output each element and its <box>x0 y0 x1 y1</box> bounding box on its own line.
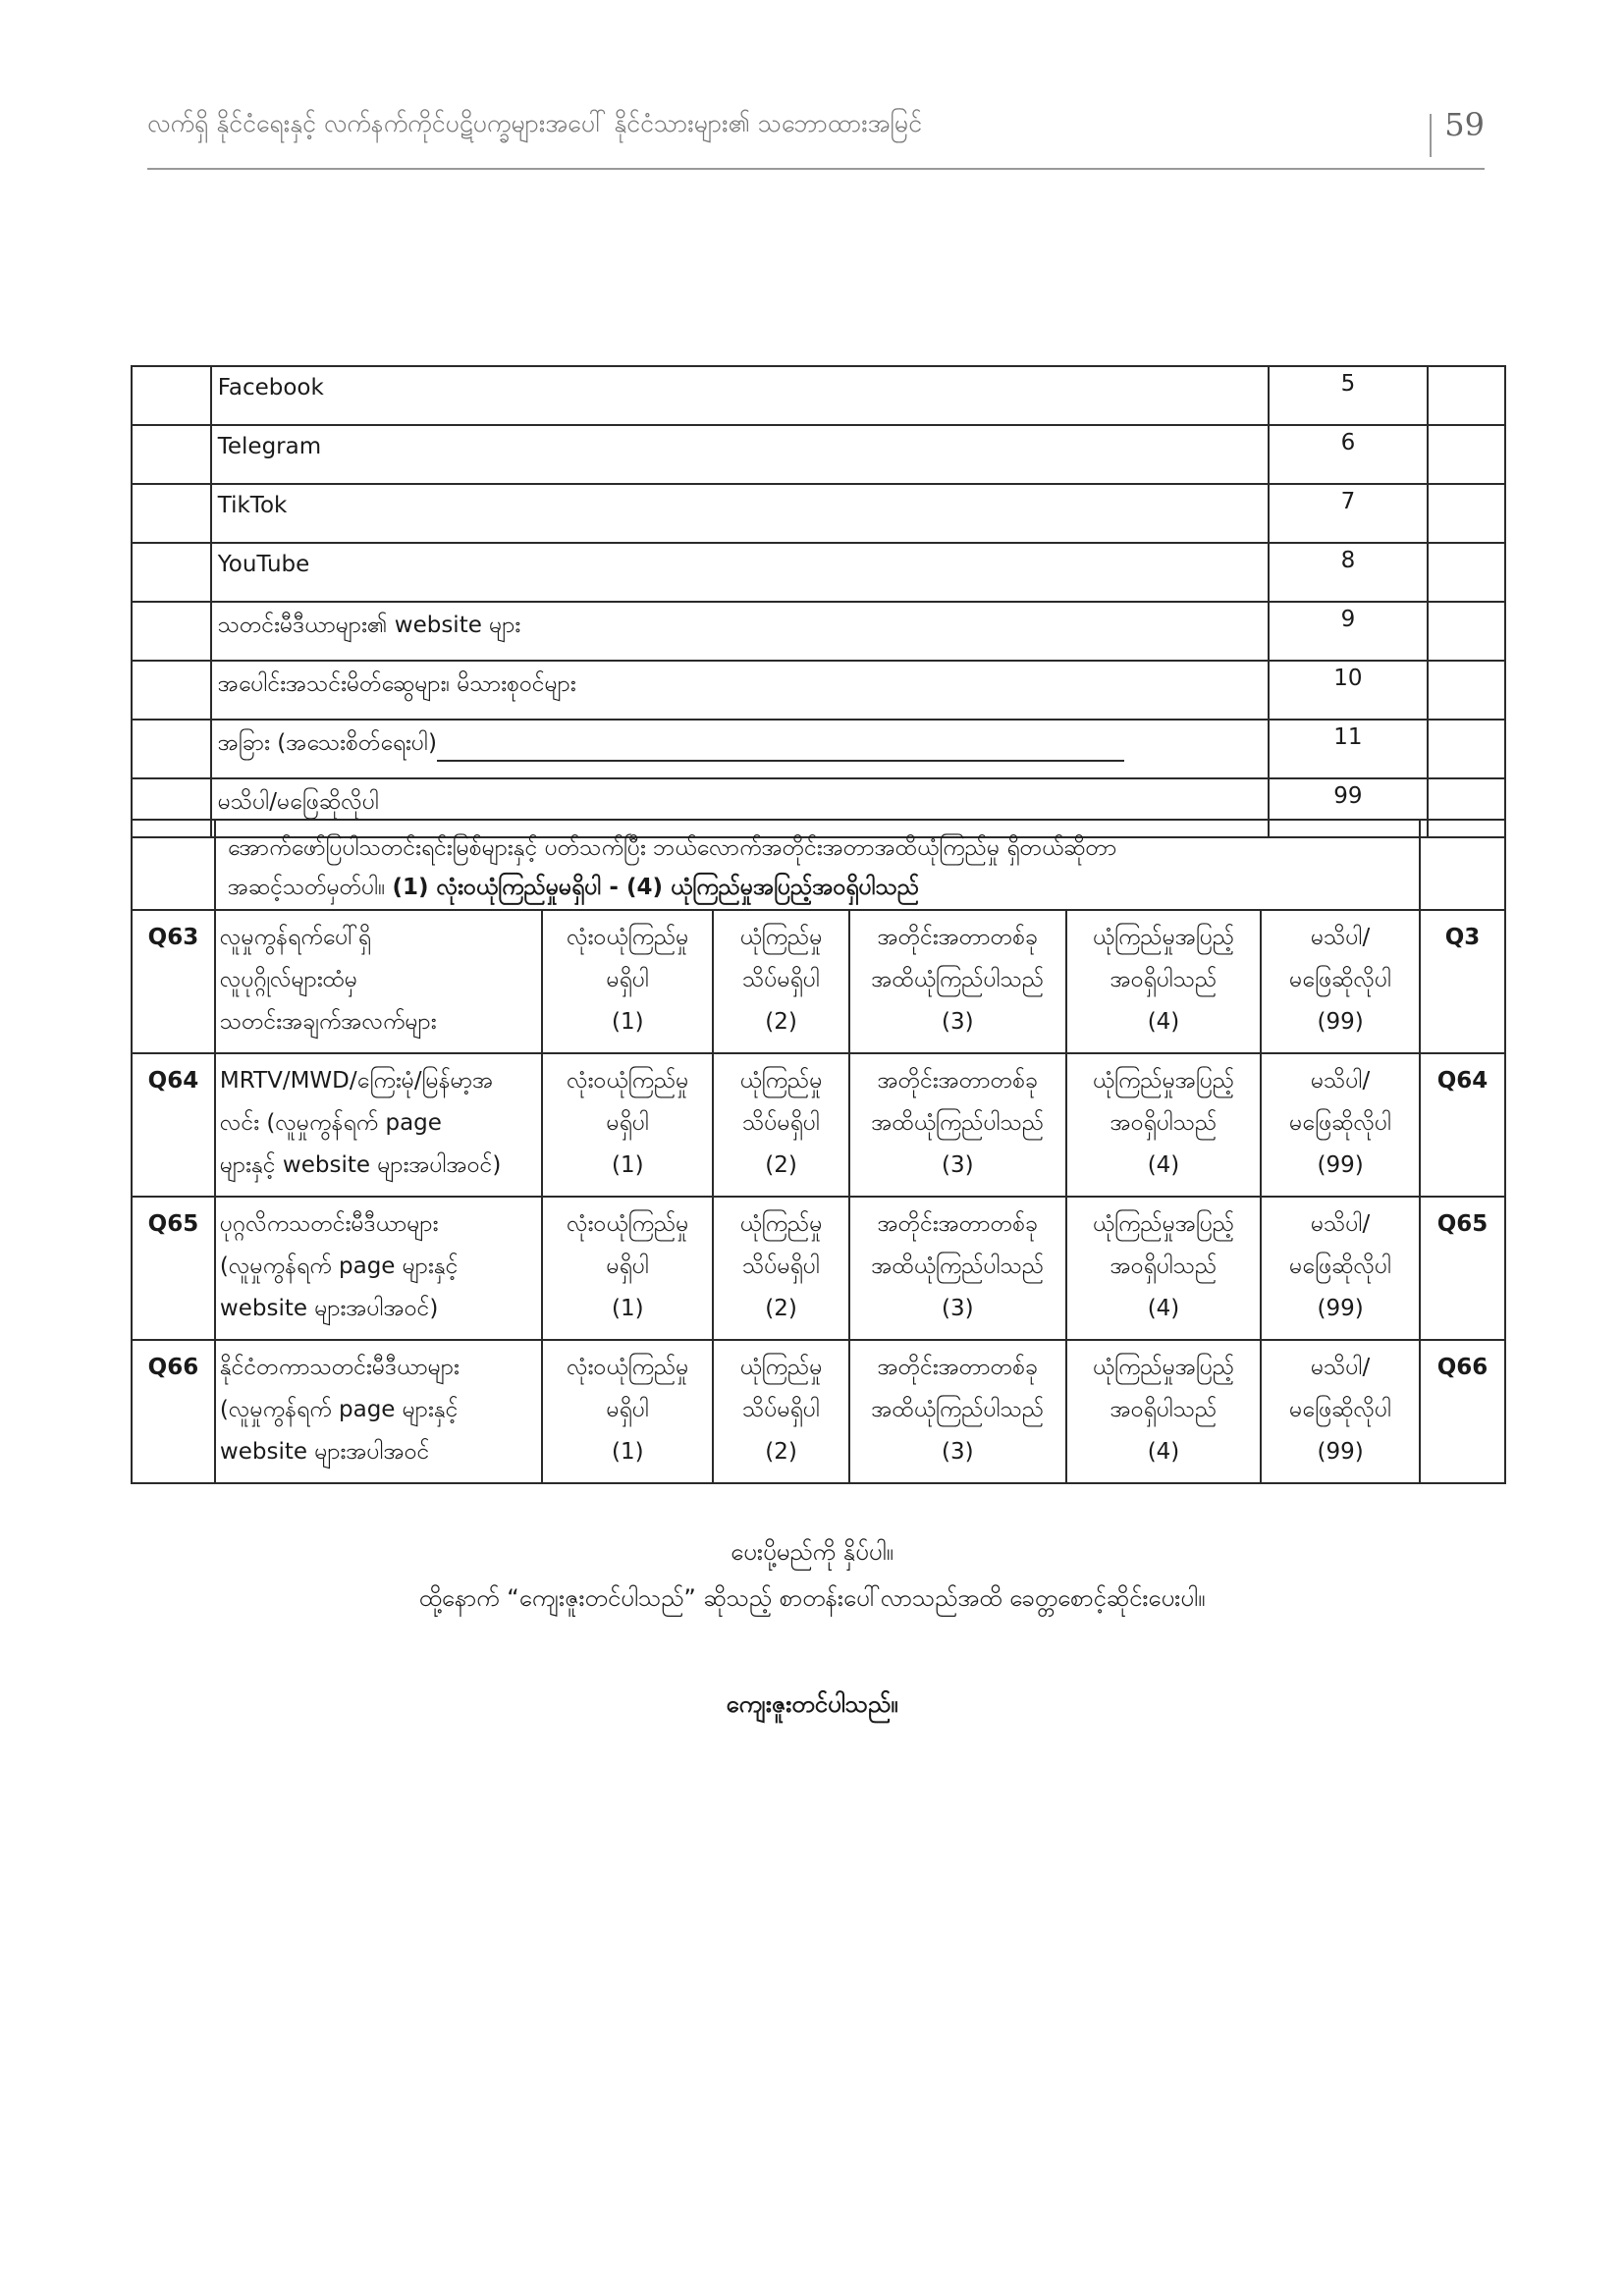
blank-cell <box>132 543 211 602</box>
table-row <box>132 425 1505 484</box>
trust-rating-table <box>131 819 1506 1484</box>
option-cell-99[interactable]: မသိပါ/ မဖြေဆိုလိုပါ (99) <box>1261 910 1420 1053</box>
option-cell-1[interactable]: လုံးဝယုံကြည်မှု မရှိပါ (1) <box>542 1197 713 1340</box>
option-label: YouTube <box>211 543 1269 602</box>
instruction-scale: (1) လုံးဝယုံကြည်မှုမရှိပါ - (4) ယုံကြည်မှုအပြည့်အဝရှိပါသည် <box>392 875 920 900</box>
option-cell-2[interactable]: ယုံကြည်မှု သိပ်မရှိပါ (2) <box>713 910 849 1053</box>
question-id: Q66 <box>132 1340 215 1483</box>
option-cell-3[interactable]: အတိုင်းအတာတစ်ခု အထိယုံကြည်ပါသည် (3) <box>849 910 1066 1053</box>
table-row <box>132 720 1505 778</box>
blank-cell <box>132 425 211 484</box>
question-text <box>215 1197 543 1340</box>
answer-box[interactable] <box>1428 425 1505 484</box>
answer-box[interactable] <box>1428 661 1505 720</box>
option-label: မသိပါ/မဖြေဆိုလိုပါ <box>211 778 1269 837</box>
question-id-right: Q64 <box>1420 1053 1505 1197</box>
blank-cell <box>132 661 211 720</box>
table-row <box>132 366 1505 425</box>
question-line: လူပုဂ္ဂိုလ်များထံမှ <box>219 967 358 992</box>
question-text <box>215 1340 543 1483</box>
option-label: သတင်းမီဒီယာများ၏ website များ <box>211 602 1269 661</box>
option-code: 8 <box>1269 543 1429 602</box>
answer-box[interactable] <box>1428 602 1505 661</box>
question-row-q65 <box>132 1197 1505 1340</box>
answer-box[interactable] <box>1428 366 1505 425</box>
blank-cell <box>132 484 211 543</box>
question-line: (လူမှုကွန်ရက် page များနှင့် <box>219 1397 459 1422</box>
header-divider <box>1430 114 1432 157</box>
blank-cell <box>1420 820 1505 910</box>
option-code: 9 <box>1269 602 1429 661</box>
option-cell-1[interactable]: လုံးဝယုံကြည်မှု မရှိပါ (1) <box>542 910 713 1053</box>
table-row <box>132 602 1505 661</box>
question-row-q63 <box>132 910 1505 1053</box>
option-cell-1[interactable]: လုံးဝယုံကြည်မှု မရှိပါ (1) <box>542 1053 713 1197</box>
page-number: 59 <box>1444 106 1485 143</box>
sources-table <box>131 365 1506 838</box>
option-cell-99[interactable]: မသိပါ/ မဖြေဆိုလိုပါ (99) <box>1261 1053 1420 1197</box>
answer-box[interactable] <box>1428 543 1505 602</box>
question-line: MRTV/MWD/ကြေးမုံ/မြန်မာ့အ <box>219 1068 494 1094</box>
option-cell-2[interactable]: ယုံကြည်မှု သိပ်မရှိပါ (2) <box>713 1053 849 1197</box>
option-label: Facebook <box>211 366 1269 425</box>
option-label: Telegram <box>211 425 1269 484</box>
option-cell-2[interactable]: ယုံကြည်မှု သိပ်မရှိပါ (2) <box>713 1197 849 1340</box>
option-cell-4[interactable]: ယုံကြည်မှုအပြည့် အဝရှိပါသည် (4) <box>1066 1340 1262 1483</box>
question-id: Q64 <box>132 1053 215 1197</box>
blank-cell <box>132 366 211 425</box>
header-rule <box>147 168 1485 170</box>
question-id: Q63 <box>132 910 215 1053</box>
option-code: 99 <box>1269 778 1429 837</box>
blank-cell <box>132 820 215 910</box>
question-id-right: Q3 <box>1420 910 1505 1053</box>
table-row <box>132 484 1505 543</box>
question-id-right: Q65 <box>1420 1197 1505 1340</box>
option-cell-4[interactable]: ယုံကြည်မှုအပြည့် အဝရှိပါသည် (4) <box>1066 1197 1262 1340</box>
question-line: လူမှုကွန်ရက်ပေါ်ရှိ <box>219 925 371 950</box>
option-cell-4[interactable]: ယုံကြည်မှုအပြည့် အဝရှိပါသည် (4) <box>1066 910 1262 1053</box>
question-line: သတင်းအချက်အလက်များ <box>219 1009 437 1035</box>
question-id: Q65 <box>132 1197 215 1340</box>
option-code: 7 <box>1269 484 1429 543</box>
option-label-other <box>211 720 1269 778</box>
thank-you-text: ကျေးဇူးတင်ပါသည်။ <box>726 1690 898 1718</box>
answer-box[interactable] <box>1428 484 1505 543</box>
question-line: website များအပါအဝင် <box>219 1439 430 1465</box>
table-row <box>132 543 1505 602</box>
page-header <box>147 106 1485 171</box>
question-line: လင်း (လူမှုကွန်ရက် page <box>219 1110 442 1136</box>
option-cell-3[interactable]: အတိုင်းအတာတစ်ခု အထိယုံကြည်ပါသည် (3) <box>849 1197 1066 1340</box>
other-label: အခြား (အသေးစိတ်ရေးပါ) <box>217 730 437 756</box>
option-code: 10 <box>1269 661 1429 720</box>
blank-cell <box>132 720 211 778</box>
running-title: လက်ရှိ နိုင်ငံရေးနှင့် လက်နက်ကိုင်ပဋိပက္ခများအပေါ် နိုင်ငံသားများ၏ သဘောထားအမြင် <box>147 109 922 137</box>
instruction-plain: အဆင့်သတ်မှတ်ပါ။ <box>227 875 393 900</box>
question-row-q64 <box>132 1053 1505 1197</box>
instruction-line-2 <box>228 868 1407 907</box>
option-code: 5 <box>1269 366 1429 425</box>
option-cell-3[interactable]: အတိုင်းအတာတစ်ခု အထိယုံကြည်ပါသည် (3) <box>849 1053 1066 1197</box>
option-code: 11 <box>1269 720 1429 778</box>
question-line: (လူမှုကွန်ရက် page များနှင့် <box>219 1254 459 1279</box>
option-cell-2[interactable]: ယုံကြည်မှု သိပ်မရှိပါ (2) <box>713 1340 849 1483</box>
question-line: website များအပါအဝင်) <box>219 1296 439 1321</box>
option-cell-4[interactable]: ယုံကြည်မှုအပြည့် အဝရှိပါသည် (4) <box>1066 1053 1262 1197</box>
question-line: ပုဂ္ဂလိကသတင်းမီဒီယာများ <box>219 1211 439 1237</box>
option-cell-1[interactable]: လုံးဝယုံကြည်မှု မရှိပါ (1) <box>542 1340 713 1483</box>
submit-instruction: ပေးပို့မည်ကို နှိပ်ပါ။ <box>731 1538 893 1566</box>
blank-cell <box>132 602 211 661</box>
wait-instruction: ထို့နောက် “ကျေးဇူးတင်ပါသည်” ဆိုသည့် စာတန်းပေါ်လာသည်အထိ ခေတ္တစောင့်ဆိုင်းပေးပါ။ <box>418 1584 1206 1612</box>
question-line: နိုင်ငံတကာသတင်းမီဒီယာများ <box>219 1355 460 1380</box>
option-cell-99[interactable]: မသိပါ/ မဖြေဆိုလိုပါ (99) <box>1261 1197 1420 1340</box>
option-code: 6 <box>1269 425 1429 484</box>
table-row <box>132 661 1505 720</box>
answer-box[interactable] <box>1428 720 1505 778</box>
question-row-q66 <box>132 1340 1505 1483</box>
question-id-right: Q66 <box>1420 1340 1505 1483</box>
question-line: များနှင့် website များအပါအဝင်) <box>219 1152 502 1178</box>
option-label: အပေါင်းအသင်းမိတ်ဆွေများ၊ မိသားစုဝင်များ <box>211 661 1269 720</box>
option-label: TikTok <box>211 484 1269 543</box>
option-cell-99[interactable]: မသိပါ/ မဖြေဆိုလိုပါ (99) <box>1261 1340 1420 1483</box>
instruction-text <box>215 820 1420 910</box>
question-text <box>215 1053 543 1197</box>
question-text <box>215 910 543 1053</box>
option-cell-3[interactable]: အတိုင်းအတာတစ်ခု အထိယုံကြည်ပါသည် (3) <box>849 1340 1066 1483</box>
instruction-line-1: အောက်ဖော်ပြပါသတင်းရင်းမြစ်များနှင့် ပတ်သက်ပြီး ဘယ်လောက်အတိုင်းအတာအထိယုံကြည်မှု ရှိတယ်ဆိုတာ <box>227 835 1117 861</box>
instruction-row <box>132 820 1505 910</box>
other-specify-line[interactable] <box>437 738 1124 762</box>
